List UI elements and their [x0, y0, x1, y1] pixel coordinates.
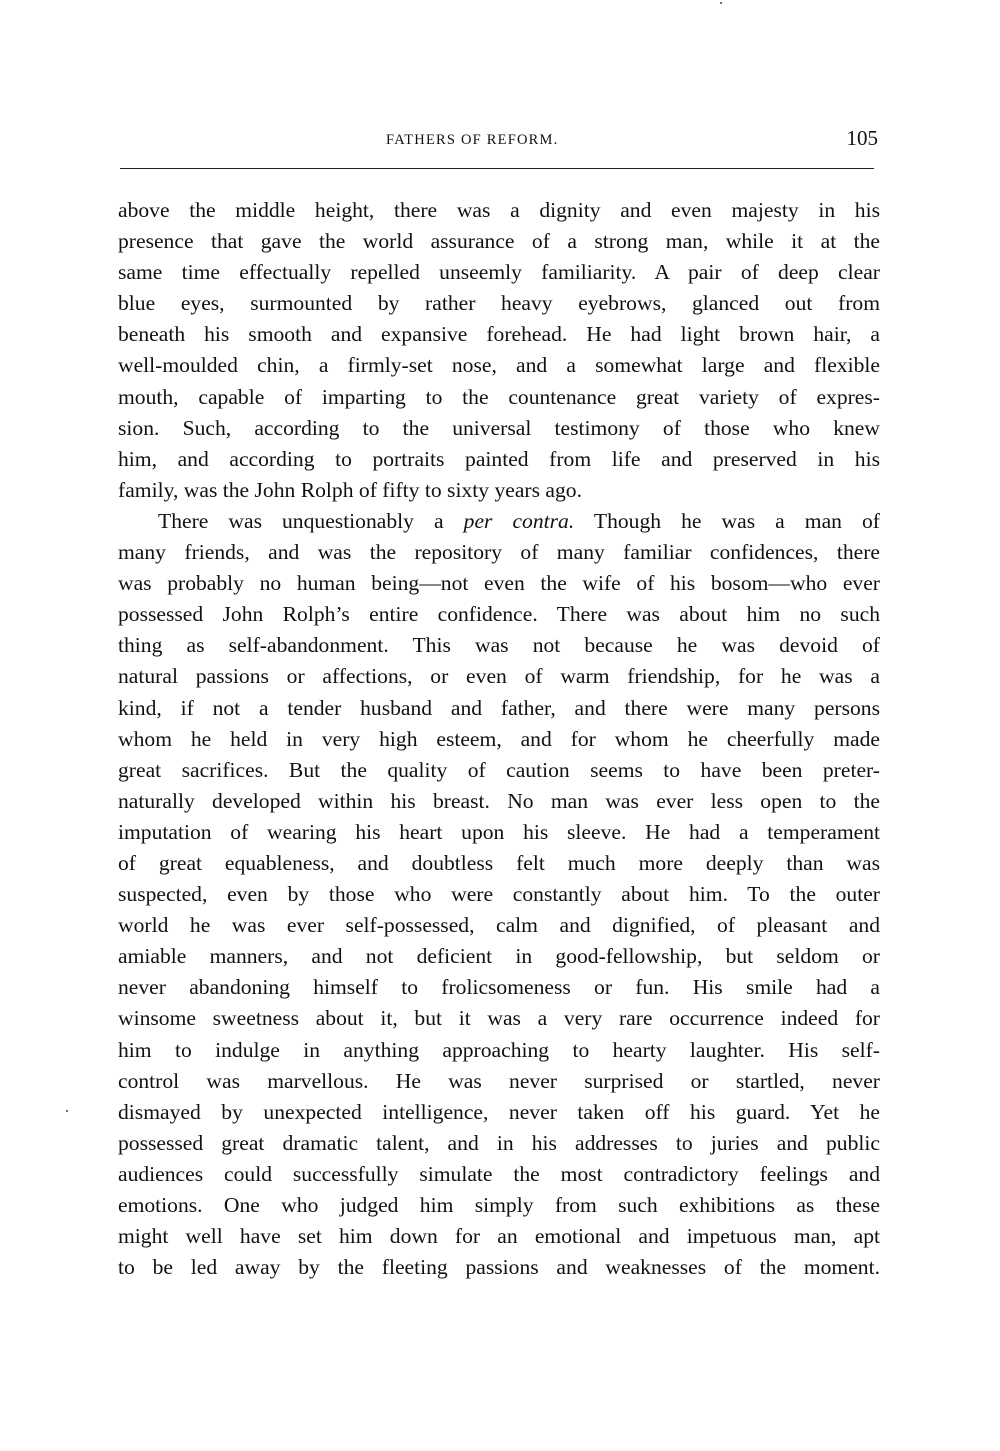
paragraph	[118, 506, 880, 1283]
text-line: amiable manners, and not deficient in good-fellowship, but seldom or	[118, 944, 880, 969]
text-line: blue eyes, surmounted by rather heavy eyebrows, glanced out from	[118, 291, 880, 316]
text-line: well-moulded chin, a firmly-set nose, and a somewhat large and flexible	[118, 353, 880, 378]
text-line: suspected, even by those who were constantly about him. To the outer	[118, 882, 880, 907]
text-line: was probably no human being—not even the wife of his bosom—who ever	[118, 571, 880, 596]
margin-speck	[720, 2, 722, 4]
text-line: never abandoning himself to frolicsomeness or fun. His smile had a	[118, 975, 880, 1000]
text-line: possessed great dramatic talent, and in his addresses to juries and public	[118, 1130, 880, 1155]
text-line: emotions. One who judged him simply from such exhibitions as these	[118, 1193, 880, 1217]
text-line: audiences could successfully simulate the most contradictory feelings and	[118, 1161, 880, 1186]
text-run: Though he was a man of	[574, 508, 880, 533]
text-line: him, and according to portraits painted from life and preserved in his	[118, 446, 880, 471]
text-line: natural passions or affections, or even of warm friendship, for he was a	[118, 664, 880, 689]
text-line: thing as self-abandonment. This was not because he was devoid of	[118, 633, 880, 658]
text-line: whom he held in very high esteem, and for whom he cheerfully made	[118, 726, 880, 751]
running-title: FATHERS OF REFORM.	[386, 132, 559, 148]
text-run: There was unquestionably a	[158, 508, 464, 533]
text-line: naturally developed within his breast. No man was ever less open to the	[118, 788, 880, 813]
italic-phrase: per contra.	[463, 508, 575, 533]
text-line: sion. Such, according to the universal testimony of those who knew	[118, 415, 880, 440]
text-line: dismayed by unexpected intelligence, never taken off his guard. Yet he	[118, 1099, 880, 1124]
text-line-first	[118, 506, 880, 537]
text-line: imputation of wearing his heart upon his sleeve. He had a temperament	[118, 819, 880, 844]
text-line: family, was the John Rolph of fifty to sixty years ago.	[118, 477, 582, 502]
text-line: beneath his smooth and expansive forehead. He had light brown hair, a	[118, 322, 880, 347]
text-line: winsome sweetness about it, but it was a very rare occurrence indeed for	[118, 1006, 880, 1031]
text-line: many friends, and was the repository of many familiar confidences, there	[118, 540, 880, 565]
header-rule	[120, 168, 874, 169]
text-line: of great equableness, and doubtless felt much more deeply than was	[118, 850, 880, 875]
text-line: above the middle height, there was a dignity and even majesty in his	[118, 198, 880, 222]
text-line: mouth, capable of imparting to the countenance great variety of expres-	[118, 384, 880, 409]
text-line: to be led away by the fleeting passions and weaknesses of the moment.	[118, 1255, 880, 1280]
text-line: him to indulge in anything approaching to hearty laughter. His self-	[118, 1037, 880, 1062]
page-number: 105	[846, 126, 878, 150]
running-header	[120, 122, 880, 162]
text-line: might well have set him down for an emotional and impetuous man, apt	[118, 1224, 880, 1249]
text-line: possessed John Rolph’s entire confidence. There was about him no such	[118, 602, 880, 627]
margin-speck	[66, 1110, 68, 1112]
body-text	[118, 195, 880, 1283]
paragraph	[118, 195, 880, 506]
text-line: control was marvellous. He was never surprised or startled, never	[118, 1068, 880, 1093]
text-line: world he was ever self-possessed, calm and dignified, of pleasant and	[118, 913, 880, 938]
text-line: kind, if not a tender husband and father, and there were many persons	[118, 695, 880, 720]
text-line: presence that gave the world assurance of a strong man, while it at the	[118, 229, 880, 254]
text-line: same time effectually repelled unseemly familiarity. A pair of deep clear	[118, 260, 880, 285]
text-line: great sacrifices. But the quality of caution seems to have been preter-	[118, 757, 880, 782]
